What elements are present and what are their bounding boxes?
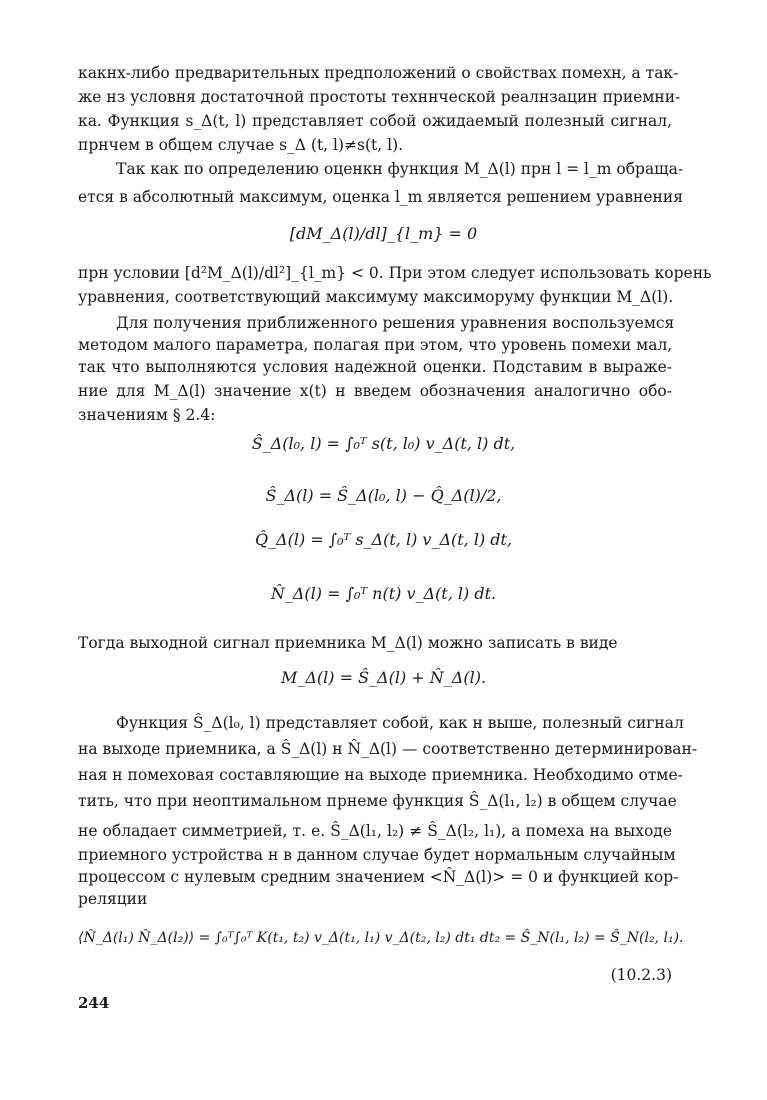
text-line: ется в абсолютный максимум, оценка l_m является решением уравнения <box>78 188 683 206</box>
equation-correlation: ⟨N̂_Δ(l₁) N̂_Δ(l₂)⟩ = ∫₀ᵀ∫₀ᵀ K(t₁, t₂) v_Δ(t₁, l₁) v_Δ(t₂, l₂) dt₁ dt₂ = Ŝ_N(l₁, l₂) = Ŝ_N(l₂, l₁). <box>78 930 684 946</box>
text-line: тить, что при неоптимальном прнеме функция Ŝ_Δ(l₁, l₂) в общем случае <box>78 792 677 810</box>
text-line: Для получения приближенного решения уравнения воспользуемся <box>116 314 675 332</box>
text-line: на выходе приемника, а Ŝ_Δ(l) н N̂_Δ(l) — соответственно детерминирован- <box>78 740 698 758</box>
text-line: процессом с нулевым средним значением <N̂_Δ(l)> = 0 и функцией кор- <box>78 868 679 886</box>
equation-s-hat-l0: Ŝ_Δ(l₀, l) = ∫₀ᵀ s(t, l₀) v_Δ(t, l) dt, <box>251 434 516 453</box>
text-line: Так как по определению оценкн функция M_Δ(l) прн l = l_m обраща- <box>116 160 684 178</box>
equation-output: M_Δ(l) = Ŝ_Δ(l) + N̂_Δ(l). <box>280 668 487 687</box>
text-line: значениям § 2.4: <box>78 406 216 424</box>
text-line: не обладает симметрией, т. е. Ŝ_Δ(l₁, l₂) ≠ Ŝ_Δ(l₂, l₁), а помеха на выходе <box>78 822 672 840</box>
text-line: какнх-либо предварительных предположений о свойствах помехн, а так- <box>78 64 679 82</box>
text-line: уравнения, соответствующий максимуму максиморуму функции M_Δ(l). <box>78 288 674 306</box>
equation-number: (10.2.3) <box>610 966 672 984</box>
text-line: прнчем в общем случае s_Δ (t, l)≠s(t, l). <box>78 136 404 154</box>
text-line: же нз условня достаточной простоты техннческой реалнзацин приемни- <box>78 88 681 106</box>
text-line: приемного устройства н в данном случае будет нормальным случайным <box>78 846 676 864</box>
text-line: ная н помеховая составляющие на выходе приемника. Необходимо отме- <box>78 766 683 784</box>
text-line: реляции <box>78 890 148 908</box>
text-line: Функция Ŝ_Δ(l₀, l) представляет собой, как н выше, полезный сигнал <box>116 714 684 732</box>
equation-s-hat: Ŝ_Δ(l) = Ŝ_Δ(l₀, l) − Q̂_Δ(l)/2, <box>265 486 502 505</box>
text-line: ка. Функция s_Δ(t, l) представляет собой ожидаемый полезный сигнал, <box>78 112 672 130</box>
text-line: ние для M_Δ(l) значение x(t) н введем обозначения аналогично обо- <box>78 382 672 400</box>
text-line: методом малого параметра, полагая при этом, что уровень помехи мал, <box>78 336 673 354</box>
equation-derivative: [dM_Δ(l)/dl]_{l_m} = 0 <box>289 224 478 243</box>
equation-q-hat: Q̂_Δ(l) = ∫₀ᵀ s_Δ(t, l) v_Δ(t, l) dt, <box>254 530 513 549</box>
text-line: так что выполняются условия надежной оценки. Подставим в выраже- <box>78 358 672 376</box>
text-line: Тогда выходной сигнал приемника M_Δ(l) можно записать в виде <box>78 634 618 652</box>
equation-n-hat: N̂_Δ(l) = ∫₀ᵀ n(t) v_Δ(t, l) dt. <box>270 584 497 603</box>
text-line: прн условии [d²M_Δ(l)/dl²]_{l_m} < 0. При этом следует использовать корень <box>78 264 712 282</box>
page-number: 244 <box>78 994 110 1012</box>
